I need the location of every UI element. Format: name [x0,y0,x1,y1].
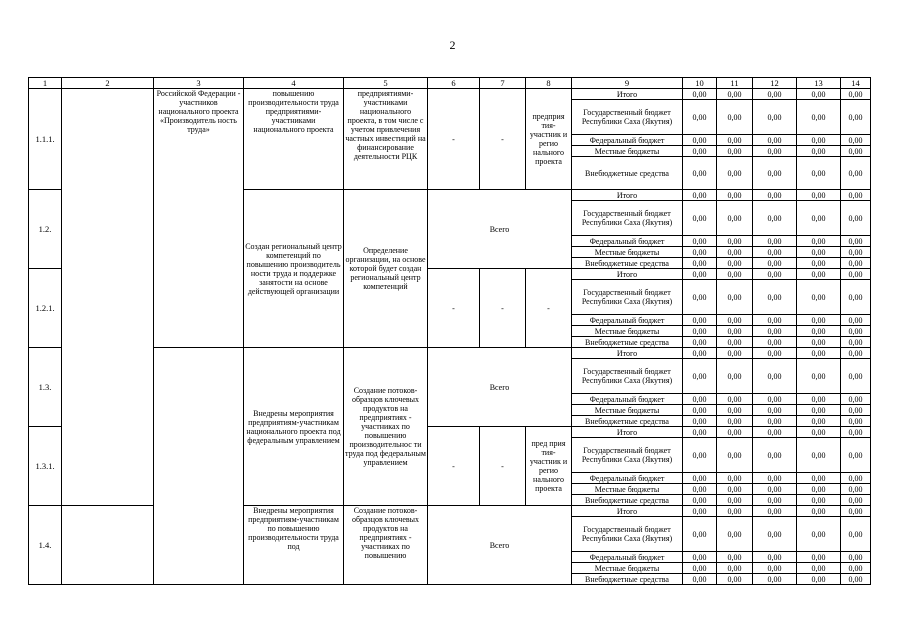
dash-cell: - [428,427,480,506]
value-cell: 0,00 [683,473,717,484]
header-cell: 6 [428,78,480,89]
source-cell: Внебюджетные средства [572,416,683,427]
value-cell: 0,00 [841,247,871,258]
value-cell: 0,00 [753,427,797,438]
value-cell: 0,00 [753,473,797,484]
value-cell: 0,00 [841,517,871,552]
value-cell: 0,00 [841,337,871,348]
header-cell: 4 [244,78,344,89]
source-cell: Государственный бюджет Республики Саха (Якутия) [572,280,683,315]
value-cell: 0,00 [753,563,797,574]
value-cell: 0,00 [797,359,841,394]
source-cell: Государственный бюджет Республики Саха (Якутия) [572,359,683,394]
row-index: 1.1.1. [29,89,62,190]
value-cell: 0,00 [753,337,797,348]
row-index: 1.2.1. [29,269,62,348]
value-cell: 0,00 [797,326,841,337]
value-cell: 0,00 [753,236,797,247]
value-cell: 0,00 [797,517,841,552]
value-cell: 0,00 [717,394,753,405]
value-cell: 0,00 [841,359,871,394]
value-cell: 0,00 [753,280,797,315]
value-cell: 0,00 [717,201,753,236]
value-cell: 0,00 [841,190,871,201]
value-cell: 0,00 [753,315,797,326]
col3-cell [154,348,244,585]
value-cell: 0,00 [683,405,717,416]
source-cell: Внебюджетные средства [572,337,683,348]
value-cell: 0,00 [841,416,871,427]
value-cell: 0,00 [797,552,841,563]
value-cell: 0,00 [841,574,871,585]
total-label: Всего [428,506,572,585]
value-cell: 0,00 [683,236,717,247]
col4-cell: Внедрены мероприятия предприятиям-участникам по повышению производительности труда под [244,506,344,585]
row-index: 1.3. [29,348,62,427]
value-cell: 0,00 [797,236,841,247]
executor-cell: - [526,269,572,348]
value-cell: 0,00 [683,146,717,157]
value-cell: 0,00 [797,190,841,201]
value-cell: 0,00 [797,100,841,135]
value-cell: 0,00 [841,552,871,563]
value-cell: 0,00 [841,258,871,269]
header-cell: 1 [29,78,62,89]
source-cell: Местные бюджеты [572,405,683,416]
value-cell: 0,00 [683,201,717,236]
value-cell: 0,00 [797,348,841,359]
value-cell: 0,00 [717,563,753,574]
value-cell: 0,00 [717,236,753,247]
value-cell: 0,00 [753,416,797,427]
value-cell: 0,00 [841,315,871,326]
dash-cell: - [480,269,526,348]
col5-cell: Определение организации, на основе которой будет создан региональный центр компетенций [344,190,428,348]
value-cell: 0,00 [841,473,871,484]
value-cell: 0,00 [683,326,717,337]
value-cell: 0,00 [717,337,753,348]
source-cell: Федеральный бюджет [572,394,683,405]
value-cell: 0,00 [753,484,797,495]
value-cell: 0,00 [683,416,717,427]
header-cell: 3 [154,78,244,89]
value-cell: 0,00 [717,146,753,157]
dash-cell: - [480,89,526,190]
value-cell: 0,00 [683,506,717,517]
value-cell: 0,00 [717,427,753,438]
value-cell: 0,00 [717,100,753,135]
value-cell: 0,00 [797,269,841,280]
value-cell: 0,00 [717,326,753,337]
value-cell: 0,00 [717,269,753,280]
value-cell: 0,00 [753,89,797,100]
executor-cell: предприя тия-участник и регио нального проекта [526,89,572,190]
col5-cell: Создание потоков-образцов ключевых продуктов на предприятиях - участниках по повышению производительнос ти труда под федеральным управлением [344,348,428,506]
value-cell: 0,00 [753,157,797,190]
value-cell: 0,00 [841,280,871,315]
source-cell: Государственный бюджет Республики Саха (Якутия) [572,201,683,236]
value-cell: 0,00 [753,258,797,269]
value-cell: 0,00 [841,495,871,506]
value-cell: 0,00 [717,495,753,506]
header-cell: 11 [717,78,753,89]
value-cell: 0,00 [683,280,717,315]
value-cell: 0,00 [717,190,753,201]
value-cell: 0,00 [841,89,871,100]
value-cell: 0,00 [841,427,871,438]
source-cell: Федеральный бюджет [572,135,683,146]
value-cell: 0,00 [753,394,797,405]
source-cell: Местные бюджеты [572,146,683,157]
value-cell: 0,00 [797,146,841,157]
value-cell: 0,00 [841,201,871,236]
header-cell: 8 [526,78,572,89]
source-cell: Внебюджетные средства [572,157,683,190]
source-cell: Федеральный бюджет [572,473,683,484]
value-cell: 0,00 [717,315,753,326]
header-cell: 13 [797,78,841,89]
value-cell: 0,00 [683,348,717,359]
source-cell: Внебюджетные средства [572,574,683,585]
value-cell: 0,00 [841,405,871,416]
source-cell: Местные бюджеты [572,247,683,258]
value-cell: 0,00 [753,517,797,552]
row-index: 1.4. [29,506,62,585]
value-cell: 0,00 [797,484,841,495]
value-cell: 0,00 [753,348,797,359]
value-cell: 0,00 [841,269,871,280]
header-cell: 5 [344,78,428,89]
value-cell: 0,00 [717,506,753,517]
value-cell: 0,00 [841,563,871,574]
value-cell: 0,00 [753,506,797,517]
value-cell: 0,00 [717,552,753,563]
dash-cell: - [428,269,480,348]
value-cell: 0,00 [841,506,871,517]
value-cell: 0,00 [841,348,871,359]
value-cell: 0,00 [753,552,797,563]
source-cell: Итого [572,348,683,359]
value-cell: 0,00 [841,100,871,135]
value-cell: 0,00 [683,552,717,563]
value-cell: 0,00 [841,157,871,190]
value-cell: 0,00 [717,359,753,394]
source-cell: Федеральный бюджет [572,552,683,563]
col2-cell [62,89,154,506]
value-cell: 0,00 [717,416,753,427]
value-cell: 0,00 [841,326,871,337]
header-row [29,78,871,89]
executor-cell: пред прия тия-участник и регио нального проекта [526,427,572,506]
dash-cell: - [480,427,526,506]
table-row [29,348,871,359]
value-cell: 0,00 [797,427,841,438]
source-cell: Итого [572,89,683,100]
value-cell: 0,00 [841,484,871,495]
value-cell: 0,00 [717,258,753,269]
value-cell: 0,00 [753,100,797,135]
source-cell: Местные бюджеты [572,326,683,337]
value-cell: 0,00 [717,405,753,416]
source-cell: Местные бюджеты [572,563,683,574]
source-cell: Местные бюджеты [572,484,683,495]
value-cell: 0,00 [797,574,841,585]
value-cell: 0,00 [797,495,841,506]
value-cell: 0,00 [753,201,797,236]
value-cell: 0,00 [717,157,753,190]
value-cell: 0,00 [753,326,797,337]
header-cell: 12 [753,78,797,89]
value-cell: 0,00 [753,495,797,506]
value-cell: 0,00 [797,89,841,100]
header-cell: 10 [683,78,717,89]
header-cell: 2 [62,78,154,89]
value-cell: 0,00 [717,280,753,315]
value-cell: 0,00 [841,135,871,146]
source-cell: Государственный бюджет Республики Саха (Якутия) [572,100,683,135]
value-cell: 0,00 [753,438,797,473]
source-cell: Внебюджетные средства [572,495,683,506]
total-label: Всего [428,190,572,269]
value-cell: 0,00 [797,416,841,427]
source-cell: Итого [572,506,683,517]
col4-cell: Создан региональный центр компетенций по повышению производитель ности труда и поддержке занятости на основе действующей организации [244,190,344,348]
value-cell: 0,00 [717,473,753,484]
value-cell: 0,00 [753,574,797,585]
row-index: 1.3.1. [29,427,62,506]
value-cell: 0,00 [717,89,753,100]
value-cell: 0,00 [683,157,717,190]
col2-cell [62,506,154,585]
source-cell: Итого [572,269,683,280]
value-cell: 0,00 [683,89,717,100]
source-cell: Федеральный бюджет [572,236,683,247]
value-cell: 0,00 [683,190,717,201]
value-cell: 0,00 [797,315,841,326]
col4-cell: повышению производительности труда предприятиями-участниками национального проекта [244,89,344,190]
page-number: 2 [449,38,456,52]
value-cell: 0,00 [753,405,797,416]
value-cell: 0,00 [753,247,797,258]
value-cell: 0,00 [683,517,717,552]
value-cell: 0,00 [683,359,717,394]
value-cell: 0,00 [683,438,717,473]
source-cell: Государственный бюджет Республики Саха (Якутия) [572,438,683,473]
value-cell: 0,00 [683,574,717,585]
table-row [29,89,871,100]
value-cell: 0,00 [797,506,841,517]
header-cell: 7 [480,78,526,89]
source-cell: Итого [572,190,683,201]
value-cell: 0,00 [841,146,871,157]
dash-cell: - [428,89,480,190]
source-cell: Государственный бюджет Республики Саха (Якутия) [572,517,683,552]
value-cell: 0,00 [797,405,841,416]
value-cell: 0,00 [717,135,753,146]
value-cell: 0,00 [717,247,753,258]
value-cell: 0,00 [753,269,797,280]
value-cell: 0,00 [683,484,717,495]
value-cell: 0,00 [717,348,753,359]
value-cell: 0,00 [683,315,717,326]
header-cell: 14 [841,78,871,89]
value-cell: 0,00 [797,438,841,473]
value-cell: 0,00 [717,438,753,473]
value-cell: 0,00 [717,484,753,495]
value-cell: 0,00 [841,236,871,247]
value-cell: 0,00 [717,574,753,585]
source-cell: Внебюджетные средства [572,258,683,269]
value-cell: 0,00 [841,438,871,473]
value-cell: 0,00 [683,394,717,405]
value-cell: 0,00 [797,201,841,236]
value-cell: 0,00 [797,280,841,315]
value-cell: 0,00 [797,258,841,269]
value-cell: 0,00 [683,563,717,574]
col3-cell: Российской Федерации - участников национального проекта «Производитель ность труда» [154,89,244,348]
col4-cell: Внедрены мероприятия предприятиям-участникам национального проекта под федеральным управлением [244,348,344,506]
value-cell: 0,00 [797,337,841,348]
value-cell: 0,00 [797,394,841,405]
value-cell: 0,00 [797,135,841,146]
value-cell: 0,00 [797,563,841,574]
value-cell: 0,00 [683,269,717,280]
value-cell: 0,00 [797,247,841,258]
value-cell: 0,00 [683,247,717,258]
source-cell: Федеральный бюджет [572,315,683,326]
value-cell: 0,00 [797,473,841,484]
value-cell: 0,00 [683,495,717,506]
value-cell: 0,00 [753,146,797,157]
value-cell: 0,00 [683,337,717,348]
value-cell: 0,00 [683,427,717,438]
value-cell: 0,00 [683,135,717,146]
value-cell: 0,00 [753,359,797,394]
value-cell: 0,00 [841,394,871,405]
value-cell: 0,00 [717,517,753,552]
value-cell: 0,00 [683,258,717,269]
row-index: 1.2. [29,190,62,269]
source-cell: Итого [572,427,683,438]
value-cell: 0,00 [797,157,841,190]
value-cell: 0,00 [753,190,797,201]
col5-cell: предприятиями-участниками национального проекта, в том числе с учетом привлечения частных инвестиций на финансирование деятельности РЦК [344,89,428,190]
col5-cell: Создание потоков-образцов ключевых продуктов на предприятиях - участниках по повышению [344,506,428,585]
value-cell: 0,00 [753,135,797,146]
header-cell: 9 [572,78,683,89]
total-label: Всего [428,348,572,427]
value-cell: 0,00 [683,100,717,135]
budget-table [28,77,871,585]
